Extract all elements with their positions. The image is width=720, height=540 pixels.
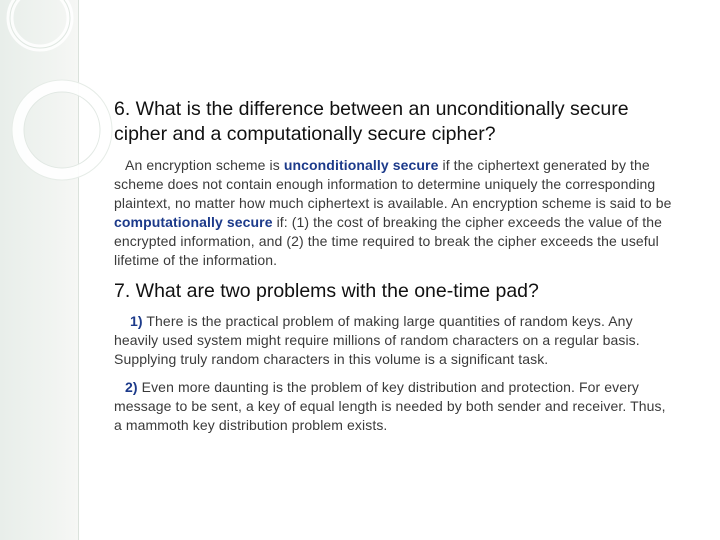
slide-content xyxy=(114,97,674,435)
point-number: 2) xyxy=(125,379,138,395)
answer-text: An encryption scheme is xyxy=(125,157,284,173)
question-7-point-1 xyxy=(114,312,674,369)
term-computationally-secure: computationally secure xyxy=(114,214,273,230)
point-text: Even more daunting is the problem of key distribution and protection. For every message to be sent, a key of equal length is needed by both sender and receiver. Thus, a mammoth key distribution problem exists. xyxy=(114,379,666,433)
point-number: 1) xyxy=(130,313,143,329)
term-unconditionally-secure: unconditionally secure xyxy=(283,157,439,173)
point-text: There is the practical problem of making large quantities of random keys. Any heavily used system might require millions of random characters on a regular basis. Supplying truly random characters in this volume is a significant task. xyxy=(114,313,640,367)
answer-text: if: (1) the cost of breaking the cipher exceeds the value of the encrypted information, and (2) the time required to break the cipher exceeds the useful lifetime of the information. xyxy=(114,214,662,268)
question-7-heading: 7. What are two problems with the one-time pad? xyxy=(114,280,539,302)
question-6-answer xyxy=(114,156,674,270)
question-7-point-2 xyxy=(114,378,674,435)
answer-text: if the ciphertext generated by the scheme does not contain enough information to determine uniquely the corresponding plaintext, no matter how much ciphertext is available. An encryption scheme is said to be xyxy=(114,157,672,211)
question-6-heading: 6. What is the difference between an unconditionally secure cipher and a computationally secure cipher? xyxy=(114,98,629,145)
